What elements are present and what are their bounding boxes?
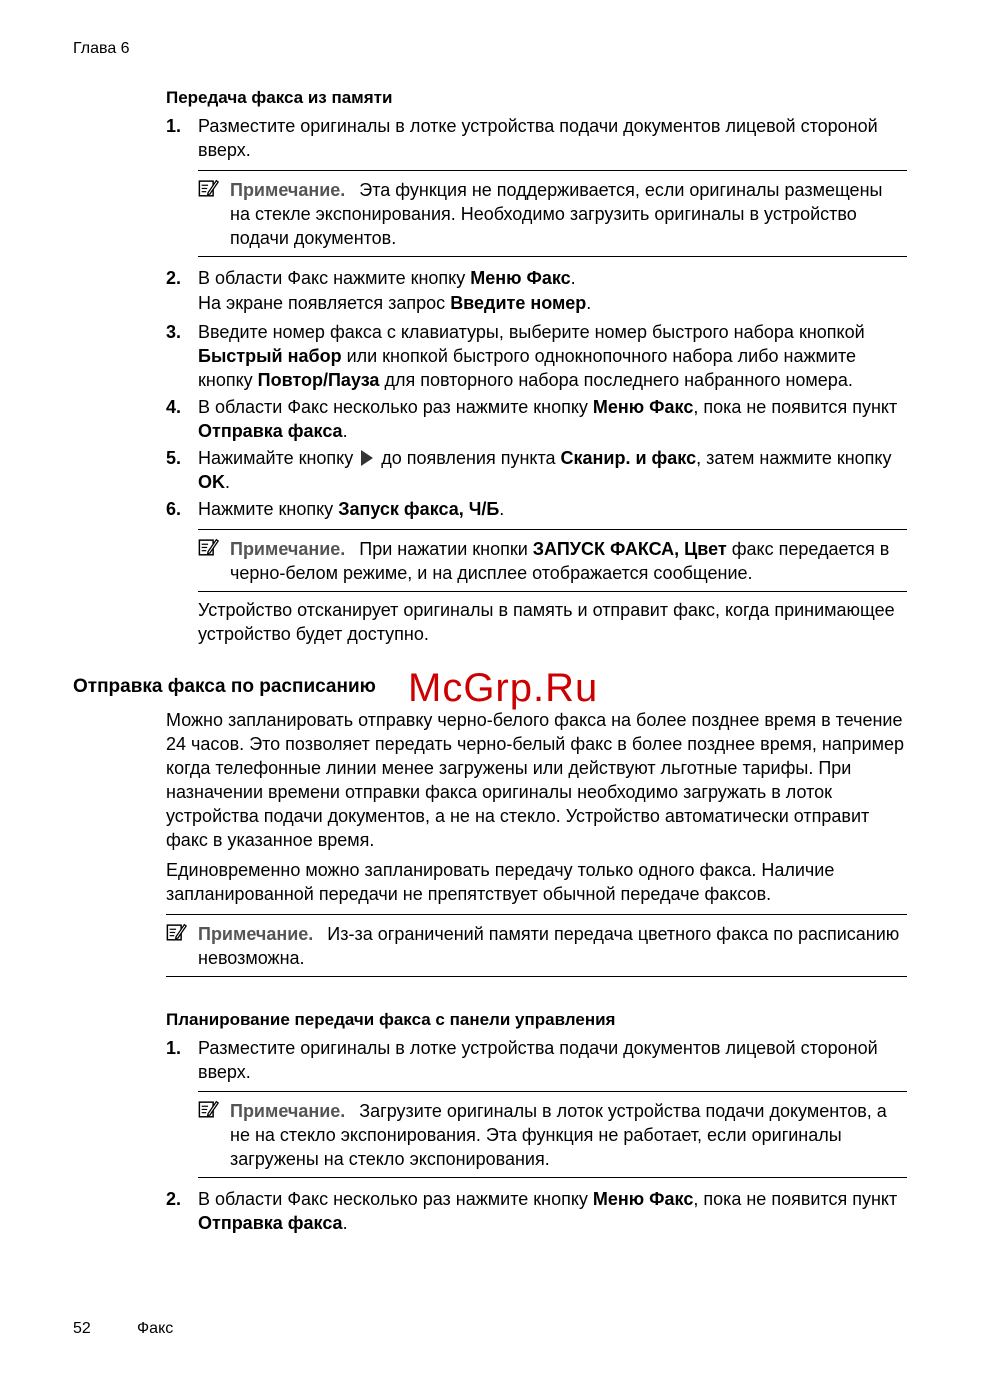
footer-section: Факс [137,1320,174,1337]
note-box: Примечание. Из-за ограничений памяти передача цветного факса по расписанию невозможна. [166,914,907,977]
step-number: 5. [166,448,182,468]
step-text: Разместите оригиналы в лотке устройства подачи документов лицевой стороной вверх. [198,116,878,160]
list-item: 4. В области Факс несколько раз нажмите кнопку Меню Факс, пока не появится пункт Отправка факса. [166,397,898,441]
step-number: 1. [166,1038,182,1058]
section-title-control-panel: Планирование передачи факса с панели управления [166,1010,616,1029]
list-item: 1. Разместите оригиналы в лотке устройства подачи документов лицевой стороной вверх. [166,1038,878,1082]
step-number: 2. [166,1189,182,1209]
menu-fax-label: Меню Факс [470,268,571,288]
list-item [166,114,911,162]
list-item: 5. Нажимайте кнопку до появления пункта Сканир. и факс, затем нажмите кнопку OK. [166,448,892,492]
step-number: 1. [166,116,182,136]
paragraph: Устройство отсканирует оригиналы в память и отправит факс, когда принимающее устройство будет доступно. [198,600,895,644]
step-number: 6. [166,499,182,519]
list-item: 3. Введите номер факса с клавиатуры, выберите номер быстрого набора кнопкой Быстрый набор или кнопкой быстрого однокнопочного набора либо нажмите кнопку Повтор/Пауза для повторного набора последнего набранного номера. [166,322,865,390]
note-box [198,170,907,257]
right-arrow-icon [361,450,373,466]
note-label: Примечание. [230,539,346,559]
note-icon [166,921,188,943]
step-number: 4. [166,397,182,417]
note-icon [198,1098,220,1120]
note-icon [198,177,220,199]
step-number: 3. [166,322,182,342]
note-box: Примечание. Загрузите оригиналы в лоток устройства подачи документов, а не на стекло экспонирования. Эта функция не работает, если оригиналы загружены на стекло экспонирования. [198,1091,907,1178]
note-text: Эта функция не поддерживается, если оригиналы размещены на стекле экспонирования. Необходимо загрузить оригиналы в устройство подачи документов. [230,180,883,248]
section-title-memory-fax: Передача факса из памяти [166,88,393,107]
list-item: 6. Нажмите кнопку Запуск факса, Ч/Б. [166,499,505,519]
note-icon [198,536,220,558]
note-box: Примечание. При нажатии кнопки ЗАПУСК ФАКСА, Цвет факс передается в черно-белом режиме, и на дисплее отображается сообщение. [198,529,907,592]
section-title-scheduled-fax: Отправка факса по расписанию [73,676,376,697]
watermark: McGrp.Ru [408,666,599,710]
chapter-header: Глава 6 [73,40,130,57]
enter-number-label: Введите номер [450,293,587,313]
paragraph: Единовременно можно запланировать передачу только одного факса. Наличие запланированной передачи не препятствует обычной передаче факсов. [166,860,835,904]
paragraph: Можно запланировать отправку черно-белого факса на более позднее время в течение 24 часов. Это позволяет передать черно-белый факс в более позднее время, например когда телефонные линии менее загружены или действуют льготные тарифы. При назначении времени отправки факса оригиналы необходимо загружать в лоток устройства подачи документов, а не на стекло. Устройство автоматически отправит факс в указанное время. [166,710,905,850]
step-number: 2. [166,268,182,288]
list-item: 2. В области Факс нажмите кнопку Меню Факс. На экране появляется запрос Введите номер. [166,268,592,313]
list-item: 2. В области Факс несколько раз нажмите кнопку Меню Факс, пока не появится пункт Отправка факса. [166,1189,898,1233]
note-label: Примечание. [230,180,346,200]
note-label: Примечание. [230,1101,346,1121]
note-label: Примечание. [198,924,314,944]
page-number: 52 [73,1320,91,1337]
